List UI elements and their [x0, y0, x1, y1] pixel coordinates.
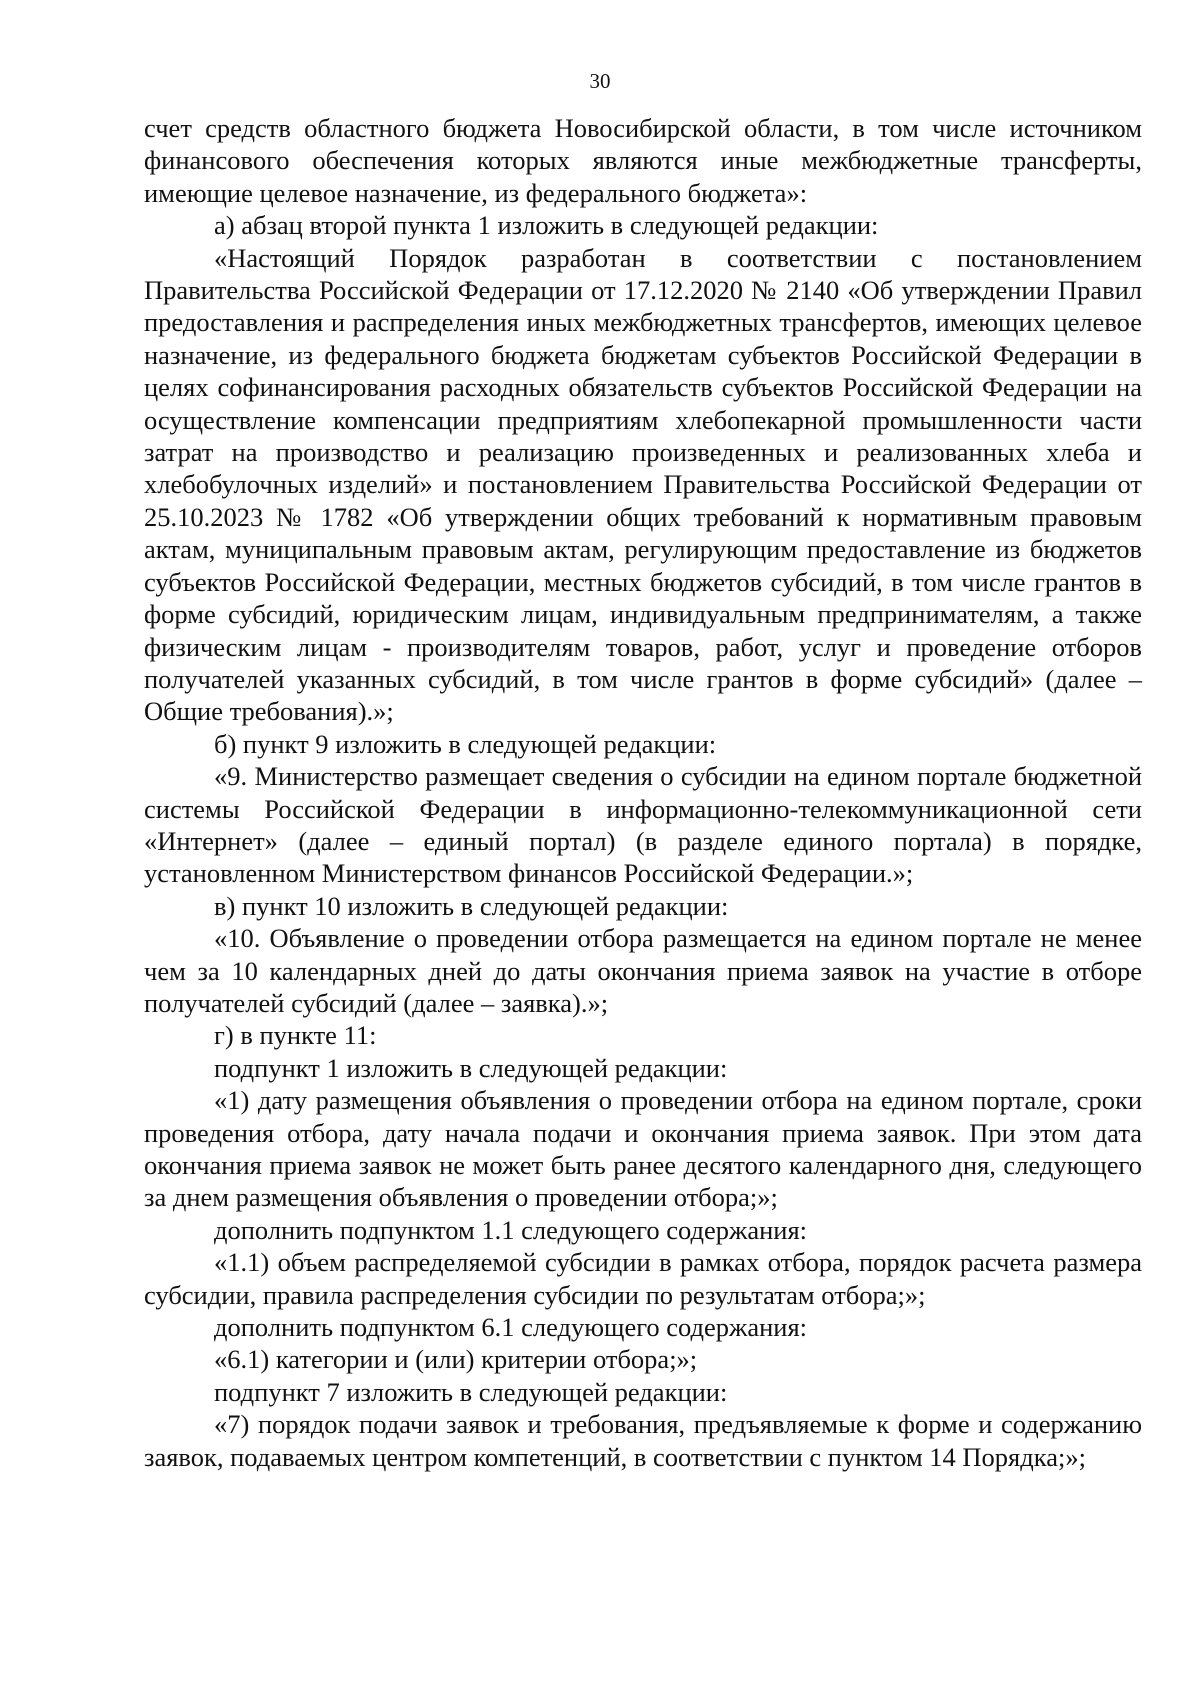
paragraph-subpoint-1-instruction: подпункт 1 изложить в следующей редакции: — [214, 1052, 728, 1083]
paragraph-subpoint-6-1-instruction: дополнить подпунктом 6.1 следующего содержания: — [214, 1312, 808, 1343]
paragraph-item-b: б) пункт 9 изложить в следующей редакции: — [214, 728, 717, 759]
paragraph-quote-order: «Настоящий Порядок разработан в соответствии с постановлением Правительства Российской Федерации от 17.12.2020 № 2140 «Об утверждении Правил предоставления и распределения иных межбюджетных трансфертов, имеющих целевое назначение, из федерального бюджета бюджетам субъектов Российской Федерации в целях софинансирования расходных обязательств субъектов Российской Федерации на осуществление компенсации предприятиям хлебопекарной промышленности части затрат на производство и реализацию произведенных и реализованных хлеба и хлебобулочных изделий» и постановлением Правительства Российской Федерации от 25.10.2023 № 1782 «Об утверждении общих требований к нормативным правовым актам, муниципальным правовым актам, регулирующим предоставление из бюджетов субъектов Российской Федерации, местных бюджетов субсидий, в том числе грантов в форме субсидий, юридическим лицам, индивидуальным предпринимателям, а также физическим лицам - производителям товаров, работ, услуг и проведение отборов получателей указанных субсидий, в том числе грантов в форме субсидий» (далее – Общие требования).»; — [144, 242, 1142, 727]
paragraph-subpoint-1-1-instruction: дополнить подпунктом 1.1 следующего содержания: — [214, 1214, 808, 1245]
paragraph-quote-subpoint-1-1: «1.1) объем распределяемой субсидии в рамках отбора, порядок расчета размера субсидии, правила распределения субсидии по результатам отбора;»; — [144, 1247, 1142, 1310]
page-number: 30 — [589, 69, 611, 93]
paragraph-quote-subpoint-7: «7) порядок подачи заявок и требования, предъявляемые к форме и содержанию заявок, подаваемых центром компетенций, в соответствии с пунктом 14 Порядка;»; — [144, 1409, 1142, 1472]
document-body — [144, 112, 1142, 1473]
paragraph-subpoint-7-instruction: подпункт 7 изложить в следующей редакции: — [214, 1376, 728, 1407]
paragraph-quote-point-10: «10. Объявление о проведении отбора размещается на едином портале не менее чем за 10 календарных дней до даты окончания приема заявок на участие в отборе получателей субсидий (далее – заявка).»; — [144, 923, 1142, 1018]
paragraph-continuation: счет средств областного бюджета Новосибирской области, в том числе источником финансового обеспечения которых являются иные межбюджетные трансферты, имеющие целевое назначение, из федерального бюджета»: — [144, 113, 1142, 208]
paragraph-quote-subpoint-6-1: «6.1) категории и (или) критерии отбора;»; — [214, 1344, 698, 1375]
paragraph-item-v: в) пункт 10 изложить в следующей редакции: — [214, 890, 729, 921]
paragraph-item-a: а) абзац второй пункта 1 изложить в следующей редакции: — [214, 210, 879, 241]
paragraph-item-g: г) в пункте 11: — [214, 1020, 377, 1051]
paragraph-quote-point-9: «9. Министерство размещает сведения о субсидии на едином портале бюджетной системы Российской Федерации в информационно-телекоммуникационной сети «Интернет» (далее – единый портал) (в разделе единого портала) в порядке, установленном Министерством финансов Российской Федерации.»; — [144, 761, 1142, 889]
paragraph-quote-subpoint-1: «1) дату размещения объявления о проведении отбора на едином портале, сроки проведения отбора, дату начала подачи и окончания приема заявок. При этом дата окончания приема заявок не может быть ранее десятого календарного дня, следующего за днем размещения объявления о проведении отбора;»; — [144, 1085, 1142, 1213]
